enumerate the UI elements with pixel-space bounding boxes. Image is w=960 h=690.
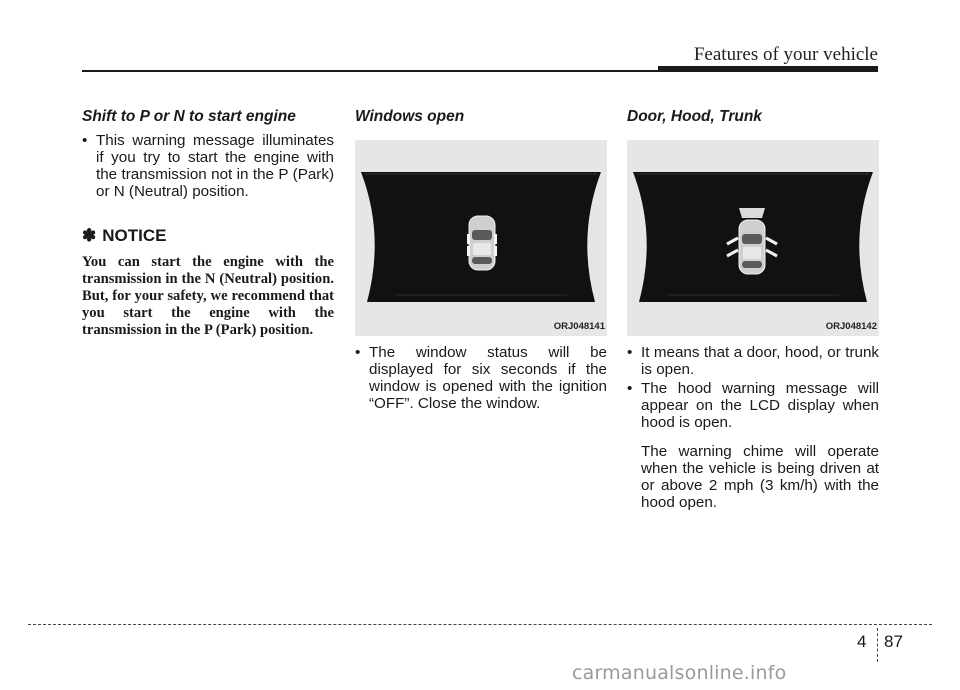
lcd-display-illustration (627, 140, 879, 336)
notice-title-text: NOTICE (102, 226, 167, 245)
column-door-hood-trunk (627, 108, 879, 511)
header-rule-accent (658, 66, 878, 72)
list-item (627, 344, 879, 378)
bullet-text: This warning message illuminates if you try to start the engine with the transmission not in the P (Park) or N (Neutral) position. (96, 132, 334, 200)
bullet-icon: • (627, 344, 633, 361)
chapter-number: 4 (857, 632, 867, 651)
section-heading-door: Door, Hood, Trunk (627, 108, 762, 125)
header-title: Features of your vehicle (693, 44, 878, 65)
sub-paragraph: The warning chime will operate when the vehicle is being driven at or above 2 mph (3 km/h) with the hood open. (641, 443, 879, 511)
list-item (355, 344, 607, 412)
figure-door-hood-trunk (627, 140, 879, 336)
bullet-text: It means that a door, hood, or trunk is open. (641, 344, 879, 378)
list-item (627, 380, 879, 431)
bullet-text: The window status will be displayed for six seconds if the window is opened with the ignition “OFF”. Close the window. (369, 344, 607, 412)
page-divider (877, 628, 878, 662)
notice-star-icon: ✽ (82, 226, 97, 245)
bullet-text: The hood warning message will appear on the LCD display when hood is open. (641, 380, 879, 431)
list-item (82, 132, 334, 200)
car-icon (467, 216, 497, 270)
section-heading-windows: Windows open (355, 108, 465, 125)
notice-body: You can start the engine with the transmission in the N (Neutral) position. But, for your safety, we recommend that you start the engine with the transmission in the P (Park) position. (82, 254, 334, 338)
bullet-icon: • (627, 380, 633, 397)
watermark: carmanualsonline.info (572, 662, 787, 684)
column-windows-open (355, 108, 607, 412)
footer-rule (28, 624, 932, 625)
bullet-icon: • (355, 344, 361, 361)
bullet-icon: • (82, 132, 88, 149)
figure-code: ORJ048142 (825, 321, 877, 332)
figure-windows-open (355, 140, 607, 336)
figure-code: ORJ048141 (553, 321, 605, 332)
lcd-display-illustration (355, 140, 607, 336)
notice-title (82, 226, 334, 246)
section-heading-shift: Shift to P or N to start engine (82, 108, 296, 125)
page-number: 87 (884, 632, 903, 651)
column-shift-to-p-or-n (82, 108, 334, 339)
